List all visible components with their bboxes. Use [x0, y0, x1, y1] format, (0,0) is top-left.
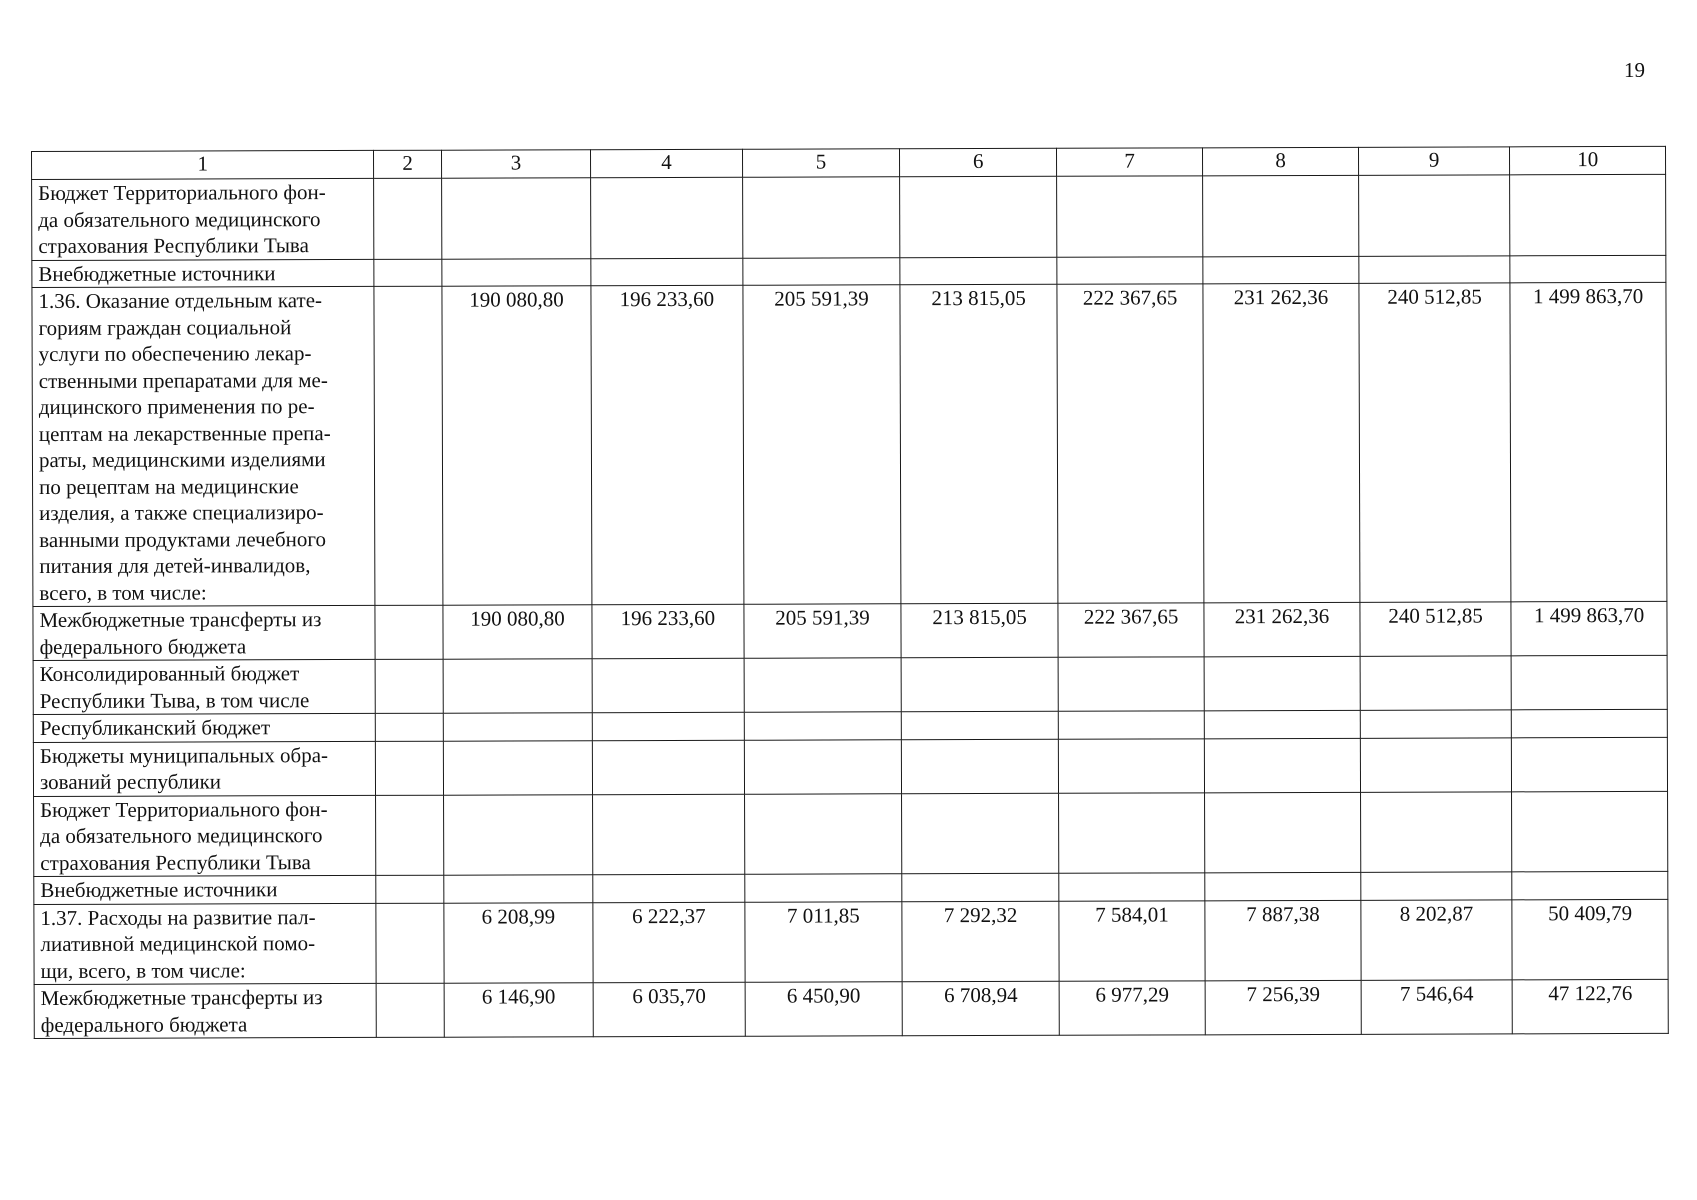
value-cell: 240 512,85 [1359, 283, 1511, 602]
row-label: 1.37. Расходы на развитие пал- лиативной медицинской помо- щи, всего, в том числе: [34, 903, 377, 985]
value-cell [443, 713, 592, 741]
value-cell: 6 450,90 [745, 982, 903, 1036]
value-cell [902, 793, 1059, 874]
value-cell [1057, 256, 1203, 284]
table-row [33, 655, 1667, 714]
value-cell [443, 740, 593, 794]
value-cell [1510, 255, 1666, 283]
value-cell: 1 499 863,70 [1511, 601, 1667, 655]
value-cell [900, 176, 1057, 257]
value-cell [1359, 255, 1511, 283]
value-cell [593, 794, 745, 875]
value-cell [1511, 655, 1667, 709]
value-cell [591, 258, 743, 286]
value-cell: 1 499 863,70 [1510, 282, 1667, 601]
value-cell: 205 591,39 [744, 604, 902, 658]
value-cell: 7 011,85 [745, 901, 903, 982]
row-label: Межбюджетные трансферты из федерального бюджета [33, 605, 376, 660]
value-cell [1205, 792, 1361, 873]
value-cell [1360, 737, 1512, 791]
value-cell: 7 256,39 [1205, 980, 1361, 1034]
column-header: 7 [1056, 148, 1202, 176]
value-cell [1058, 657, 1204, 711]
value-cell [1512, 737, 1668, 791]
value-cell [744, 712, 902, 740]
page-number: 19 [1624, 58, 1645, 82]
value-cell [1203, 175, 1359, 256]
value-cell: 231 262,36 [1204, 602, 1360, 656]
value-cell [744, 793, 902, 874]
value-cell: 47 122,76 [1512, 979, 1668, 1033]
value-cell [592, 658, 744, 712]
value-cell: 6 708,94 [902, 981, 1059, 1035]
value-cell [1510, 174, 1666, 255]
column-2-cell [375, 605, 443, 659]
table-row [34, 791, 1668, 877]
value-cell: 222 367,65 [1057, 284, 1204, 603]
value-cell: 231 262,36 [1203, 283, 1360, 602]
value-cell [1361, 872, 1513, 900]
table-row [34, 899, 1668, 985]
value-cell [1059, 792, 1206, 873]
column-header: 5 [742, 149, 900, 177]
value-cell [593, 874, 745, 902]
value-cell [1205, 872, 1361, 900]
value-cell: 196 233,60 [591, 285, 743, 604]
row-label: 1.36. Оказание отдельным кате- гориям граждан социальной услуги по обеспечению лекар- ственными препаратами для ме- дицинского применения по ре- цептам на лекарственные препа- раты, медицинскими изделиями по рецептам на медицинские изделия, а также специализиро- ванными продуктами лечебного питания для детей-инвалидов, всего, в том числе: [32, 286, 375, 606]
value-cell: 8 202,87 [1361, 899, 1513, 980]
budget-table [31, 146, 1669, 1039]
value-cell [902, 711, 1059, 739]
table-row [32, 282, 1667, 606]
value-cell [902, 873, 1059, 901]
value-cell: 7 584,01 [1059, 900, 1206, 981]
column-2-cell [376, 983, 444, 1037]
value-cell [1360, 656, 1512, 710]
value-cell: 190 080,80 [443, 605, 593, 659]
value-cell [1358, 175, 1510, 256]
column-header: 1 [32, 150, 374, 179]
value-cell [902, 739, 1059, 793]
value-cell: 240 512,85 [1360, 602, 1512, 656]
value-cell [592, 712, 744, 740]
column-header: 2 [374, 150, 442, 178]
column-header: 3 [441, 150, 590, 178]
column-header: 10 [1510, 146, 1666, 174]
value-cell [744, 874, 902, 902]
row-label: Консолидированный бюджет Республики Тыва, в том числе [33, 659, 376, 714]
value-cell: 7 887,38 [1205, 900, 1361, 981]
value-cell [742, 177, 900, 258]
value-cell [593, 740, 745, 794]
row-label: Республиканский бюджет [33, 713, 375, 742]
value-cell [1058, 738, 1204, 792]
value-cell [1360, 710, 1512, 738]
column-header: 6 [900, 148, 1057, 176]
value-cell [742, 257, 900, 285]
value-cell: 222 367,65 [1058, 603, 1204, 657]
column-2-cell [376, 741, 444, 795]
value-cell [1360, 791, 1512, 872]
table-row [33, 601, 1667, 660]
value-cell [1512, 791, 1668, 872]
row-label: Бюджет Территориального фон- да обязательного медицинского страхования Республики Тыва [34, 795, 377, 877]
value-cell [444, 875, 593, 903]
value-cell [744, 658, 902, 712]
value-cell: 213 815,05 [900, 284, 1058, 603]
column-2-cell [374, 178, 442, 259]
column-2-cell [376, 795, 444, 876]
value-cell [1205, 710, 1361, 738]
value-cell: 7 546,64 [1361, 980, 1513, 1034]
row-label: Внебюджетные источники [34, 875, 376, 904]
value-cell: 50 409,79 [1512, 899, 1668, 980]
value-cell: 6 977,29 [1059, 981, 1205, 1035]
value-cell [1512, 709, 1668, 737]
column-header: 8 [1203, 147, 1359, 175]
value-cell [1057, 176, 1204, 257]
row-label: Внебюджетные источники [32, 259, 374, 288]
value-cell [1205, 738, 1361, 792]
column-2-cell [376, 713, 444, 741]
column-header: 4 [591, 149, 743, 177]
value-cell [1512, 871, 1668, 899]
value-cell [1058, 711, 1204, 739]
value-cell: 6 146,90 [444, 983, 594, 1037]
value-cell [1204, 656, 1360, 710]
row-label: Бюджеты муниципальных обра- зований республики [33, 741, 376, 796]
column-2-cell [374, 259, 442, 287]
value-cell [591, 177, 743, 258]
row-label: Межбюджетные трансферты из федерального бюджета [34, 983, 377, 1038]
table-row [33, 737, 1667, 796]
value-cell: 213 815,05 [901, 603, 1058, 657]
value-cell [1203, 256, 1359, 284]
column-header: 9 [1358, 147, 1510, 175]
value-cell [441, 178, 591, 259]
value-cell: 205 591,39 [743, 285, 902, 604]
row-label: Бюджет Территориального фон- да обязательного медицинского страхования Республики Тыва [32, 178, 375, 260]
value-cell [443, 659, 593, 713]
value-cell: 6 208,99 [444, 902, 594, 983]
value-cell: 196 233,60 [592, 604, 744, 658]
column-2-cell [376, 875, 444, 903]
value-cell [1059, 873, 1205, 901]
value-cell [443, 794, 593, 875]
column-2-cell [375, 659, 443, 713]
column-2-cell [376, 903, 444, 984]
table-row [32, 174, 1666, 260]
table-row [34, 979, 1668, 1038]
column-2-cell [374, 286, 442, 605]
value-cell: 6 222,37 [593, 902, 745, 983]
value-cell [744, 739, 902, 793]
value-cell [900, 257, 1057, 285]
value-cell: 7 292,32 [902, 901, 1059, 982]
value-cell: 190 080,80 [442, 286, 592, 605]
value-cell [901, 657, 1058, 711]
value-cell [442, 258, 591, 286]
value-cell: 6 035,70 [593, 982, 745, 1036]
